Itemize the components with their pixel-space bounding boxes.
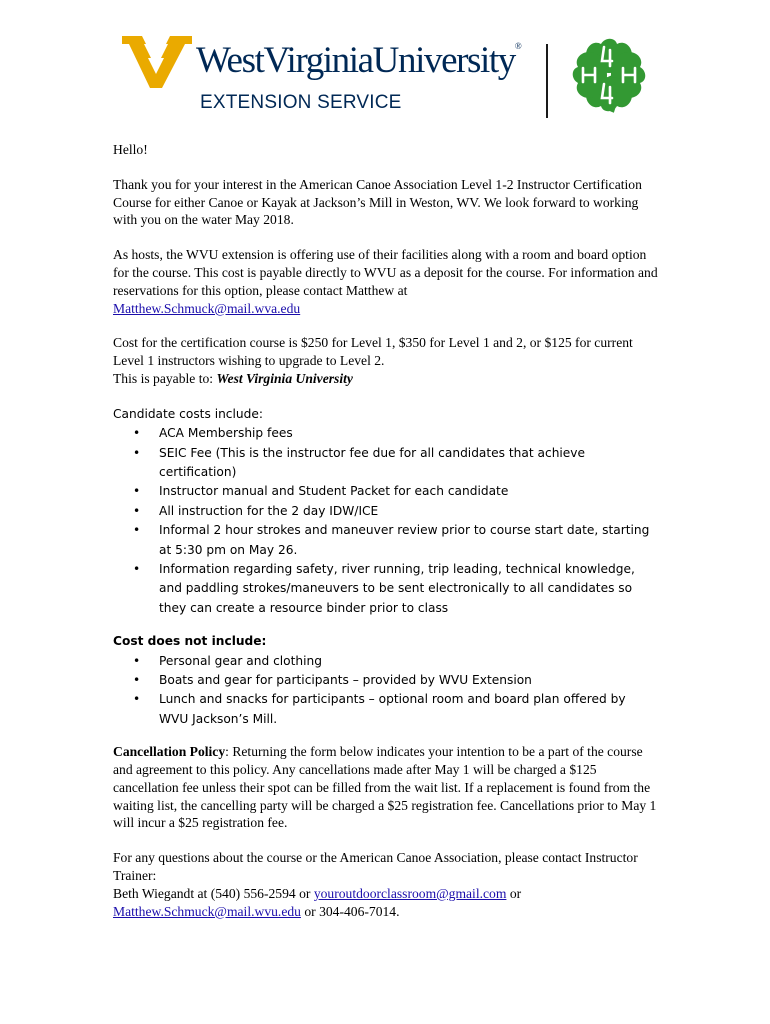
list-item: • Lunch and snacks for participants – optional room and board plan offered by WVU Jackson’s Mill.: [133, 692, 626, 726]
excludes-list: [113, 652, 658, 730]
includes-list: [113, 424, 658, 618]
cancellation-text: : Returning the form below indicates your intention to be a part of the course and agreement to this policy. Any cancellations made after May 1 will be charged a $125 cancellation fee unless their spot can be filled from the wait list. If a replacement is found from the waiting list, the cancelling party will be charged a $25 registration fee. Cancellations prior to May 1 will incur a $25 registration fee.: [113, 744, 657, 831]
contact-prefix: Beth Wiegandt at (540) 556-2594 or: [113, 885, 314, 901]
contact-or: or: [506, 885, 522, 901]
payable-prefix: This is payable to:: [113, 370, 217, 386]
bullet-icon: •: [133, 523, 141, 538]
extension-service-label: EXTENSION SERVICE: [200, 92, 402, 113]
list-item: • SEIC Fee (This is the instructor fee due for all candidates that achieve certification): [133, 445, 586, 479]
four-h-clover-icon: [568, 34, 650, 116]
intro-paragraph: Thank you for your interest in the American Canoe Association Level 1-2 Instructor Certification Course for either Canoe or Kayak at Jackson’s Mill in Weston, WV. We look forward to working with you on the water May 2018.: [113, 176, 642, 228]
cost-paragraph: [113, 334, 658, 387]
list-item: • Instructor manual and Student Packet for each candidate: [113, 482, 658, 501]
letterhead: [122, 28, 662, 120]
list-item: • ACA Membership fees: [113, 424, 658, 443]
contact-phone: or 304-406-7014.: [300, 903, 400, 919]
bullet-icon: •: [133, 653, 141, 668]
cancellation-paragraph: [113, 743, 658, 832]
bullet-icon: •: [133, 484, 141, 499]
bullet-icon: •: [133, 445, 141, 460]
list-item: • All instruction for the 2 day IDW/ICE: [113, 502, 658, 521]
bullet-icon: •: [133, 426, 141, 441]
bullet-icon: •: [133, 503, 141, 518]
hosting-paragraph: [113, 246, 658, 317]
bullet-icon: •: [133, 562, 141, 577]
hosting-paragraph-text: As hosts, the WVU extension is offering use of their facilities along with a room and board option for the course. This cost is payable directly to WVU as a deposit for the course. For information and reservations for this option, please contact Matthew at: [113, 247, 658, 298]
cost-line: Cost for the certification course is $250 for Level 1, $350 for Level 1 and 2, or $125 for current Level 1 instructors wishing to upgrade to Level 2.: [113, 335, 633, 369]
wv-flying-logo-icon: [122, 32, 192, 94]
trademark-symbol: ®: [514, 41, 522, 51]
payable-to: West Virginia University: [216, 370, 353, 386]
matthew-email-link[interactable]: Matthew.Schmuck@mail.wva.edu: [113, 300, 301, 316]
matthew-wvu-email-link[interactable]: Matthew.Schmuck@mail.wvu.edu: [113, 903, 301, 919]
cancellation-label: Cancellation Policy: [113, 744, 226, 760]
includes-heading: Candidate costs include:: [113, 406, 263, 421]
university-name: WestVirginiaUniversity®: [196, 40, 522, 81]
greeting: Hello!: [113, 142, 148, 157]
excludes-heading: Cost does not include:: [113, 634, 267, 649]
youroutdoorclassroom-email-link[interactable]: youroutdoorclassroom@gmail.com: [313, 885, 507, 901]
header-divider: [546, 44, 548, 118]
questions-line: For any questions about the course or the American Canoe Association, please contact Instructor Trainer:: [113, 850, 638, 884]
bullet-icon: •: [133, 692, 141, 707]
list-item: • Informal 2 hour strokes and maneuver review prior to course start date, starting at 5:30 pm on May 26.: [133, 523, 650, 557]
contact-paragraph: [113, 849, 658, 920]
letter-body: [113, 141, 658, 920]
list-item: • Information regarding safety, river running, trip leading, technical knowledge, and paddling strokes/maneuvers to be sent electronically to all candidates so they can create a resource binder prior to class: [133, 562, 635, 615]
list-item: • Personal gear and clothing: [113, 652, 658, 671]
list-item: • Boats and gear for participants – provided by WVU Extension: [113, 671, 658, 690]
bullet-icon: •: [133, 673, 141, 688]
